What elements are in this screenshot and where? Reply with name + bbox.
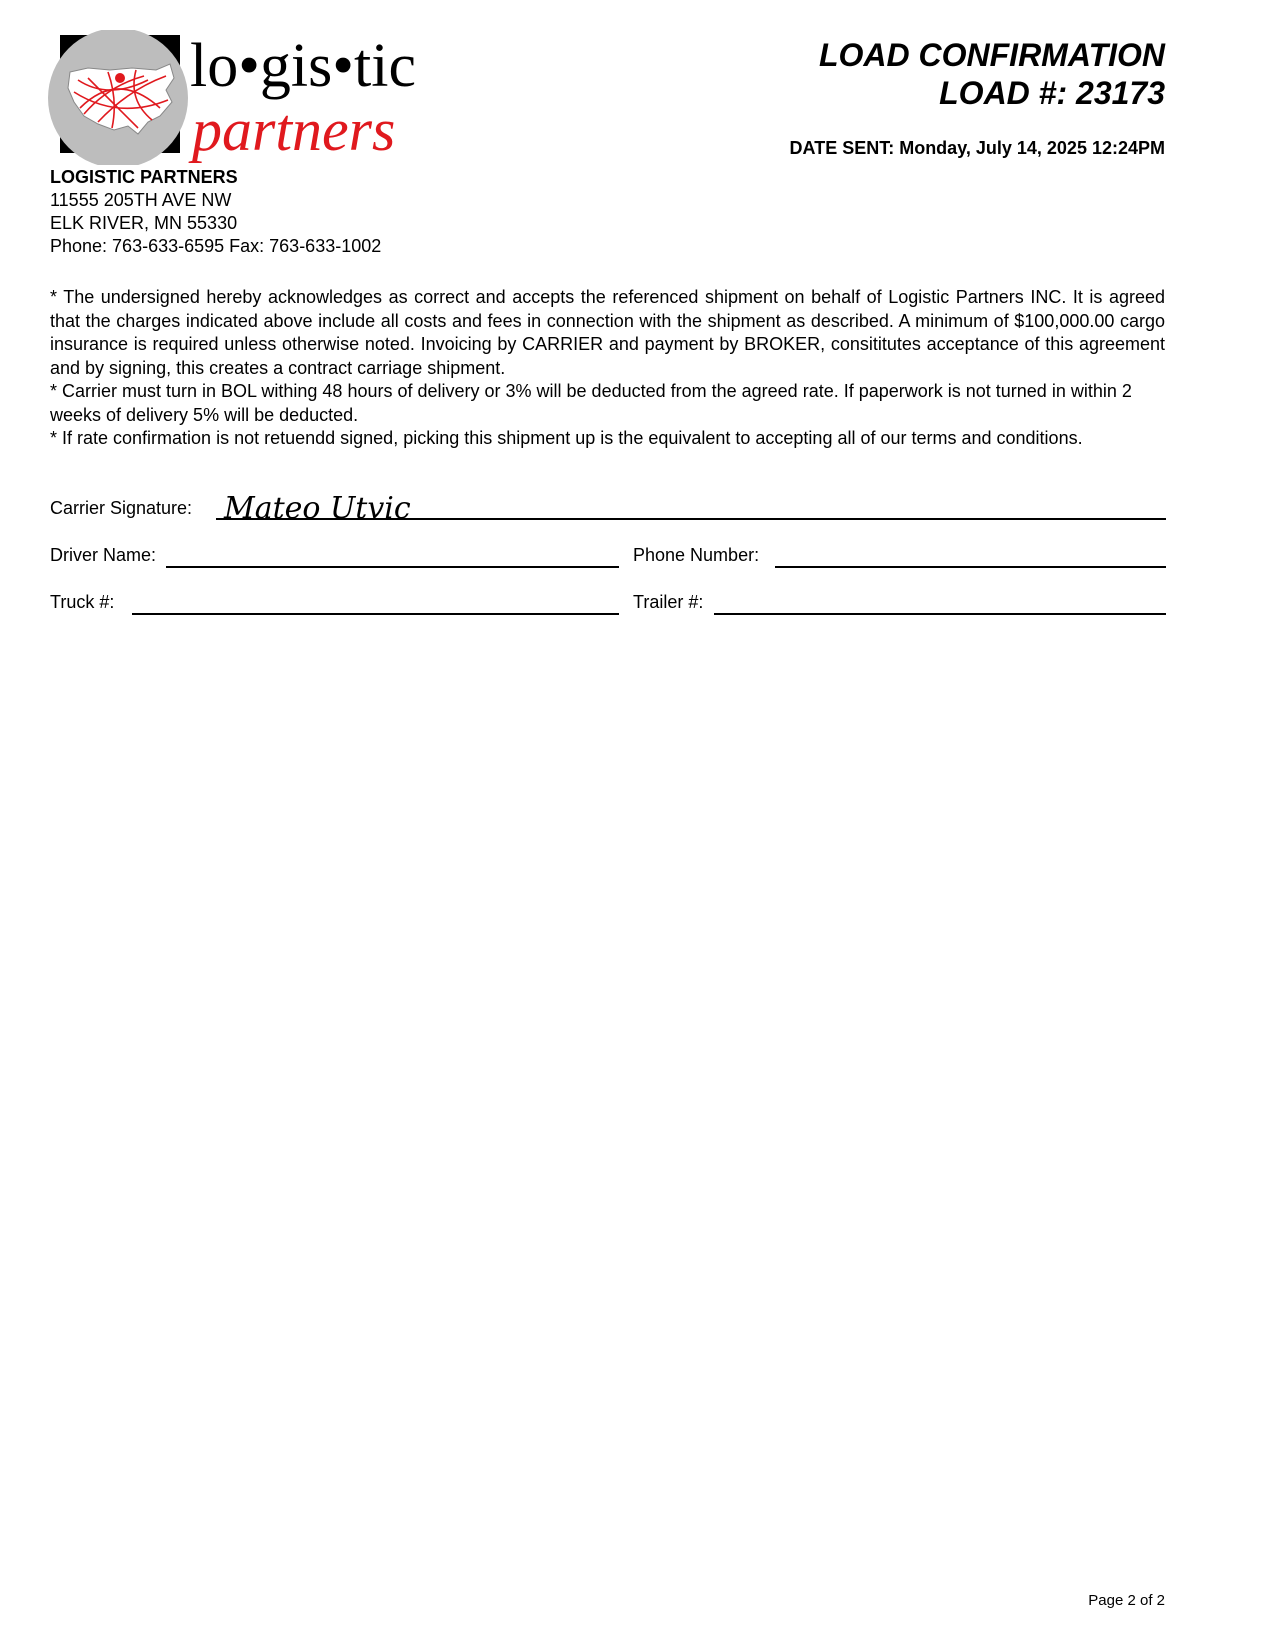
terms-paragraph: * The undersigned hereby acknowledges as correct and accepts the referenced shipment on behalf of Logistic Partners INC. It is agreed that the charges indicated above include all costs and fees in connection with the shipment as described. A minimum of $100,000.00 cargo insurance is required unless otherwise noted. Invoicing by CARRIER and payment by BROKER, consititutes acceptance of this agreement and by signing, this creates a contract carriage shipment.	[50, 287, 1165, 378]
logo-word-top: lo•gis•tic	[190, 32, 416, 100]
company-name: LOGISTIC PARTNERS	[50, 167, 238, 187]
company-contact: Phone: 763-633-6595 Fax: 763-633-1002	[50, 236, 382, 256]
driver-name-label: Driver Name:	[50, 545, 157, 565]
date-sent: DATE SENT: Monday, July 14, 2025 12:24PM	[789, 138, 1165, 158]
terms-section	[50, 286, 1165, 451]
title-block	[819, 36, 1165, 112]
terms-paragraph: * Carrier must turn in BOL withing 48 hours of delivery or 3% will be deducted from the agreed rate. If paperwork is not turned in within 2 weeks of delivery 5% will be deducted.	[50, 381, 1132, 425]
company-street: 11555 205TH AVE NW	[50, 190, 232, 210]
phone-number-label: Phone Number:	[633, 545, 760, 565]
carrier-signature-line[interactable]	[216, 518, 1166, 520]
signature-text: Mateo Utvic	[224, 491, 411, 526]
carrier-signature-label: Carrier Signature:	[50, 498, 193, 518]
usa-map-network-icon	[48, 30, 448, 165]
phone-number-field[interactable]	[775, 566, 1166, 568]
page-number: Page 2 of 2	[1088, 1592, 1165, 1609]
trailer-label: Trailer #:	[633, 592, 704, 612]
logistic-partners-logo	[48, 30, 448, 165]
truck-label: Truck #:	[50, 592, 115, 612]
terms-paragraph: * If rate confirmation is not retuendd signed, picking this shipment up is the equivalent to accepting all of our terms and conditions.	[50, 428, 1083, 448]
driver-name-field[interactable]	[166, 566, 619, 568]
carrier-signature	[222, 486, 522, 532]
company-city-state-zip: ELK RIVER, MN 55330	[50, 213, 238, 233]
load-number: LOAD #: 23173	[939, 75, 1165, 111]
document-title: LOAD CONFIRMATION	[818, 37, 1165, 73]
company-address	[50, 166, 381, 258]
logo-word-bottom: partners	[192, 97, 396, 163]
handwritten-signature	[222, 486, 522, 532]
trailer-field[interactable]	[714, 613, 1166, 615]
truck-field[interactable]	[132, 613, 619, 615]
